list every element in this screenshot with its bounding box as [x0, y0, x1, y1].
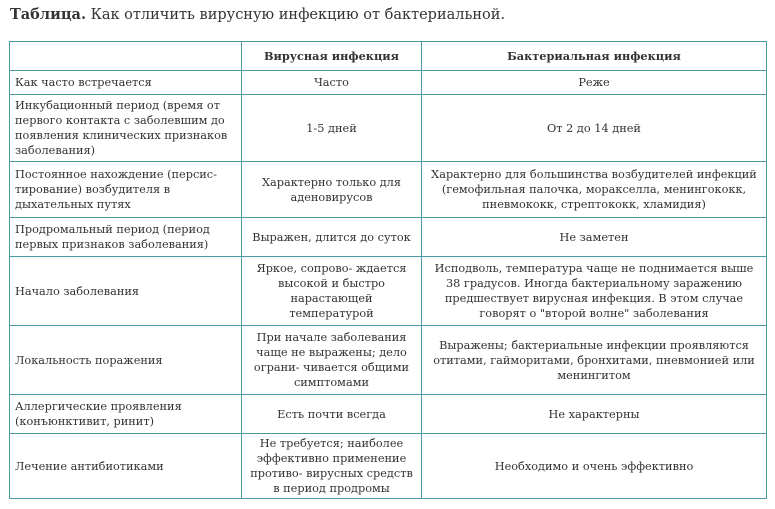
- table-row: [10, 326, 767, 395]
- bacterial-cell: От 2 до 14 дней: [422, 95, 767, 162]
- comparison-table: [9, 41, 767, 499]
- viral-cell: Характерно только для аденовирусов: [242, 162, 422, 218]
- table-row: [10, 434, 767, 499]
- bacterial-cell: Не заметен: [422, 218, 767, 257]
- viral-cell: Яркое, сопрово- ждается высокой и быстро нарастающей температурой: [242, 257, 422, 326]
- row-label: Начало заболевания: [10, 257, 242, 326]
- viral-cell: Часто: [242, 71, 422, 95]
- caption-text: Как отличить вирусную инфекцию от бактериальной.: [86, 7, 506, 23]
- bacterial-cell: Исподволь, температура чаще не поднимается выше 38 градусов. Иногда бактериальному заражению предшествует вирусная инфекция. В этом случае говорят о "второй волне" заболевания: [422, 257, 767, 326]
- header-cell-empty: [10, 42, 242, 71]
- table-row: [10, 257, 767, 326]
- header-row: [10, 42, 767, 71]
- row-label: Постоянное нахождение (персис- тирование) возбудителя в дыхательных путях: [10, 162, 242, 218]
- bacterial-cell: Реже: [422, 71, 767, 95]
- table-row: [10, 162, 767, 218]
- row-label: Лечение антибиотиками: [10, 434, 242, 499]
- viral-cell: 1-5 дней: [242, 95, 422, 162]
- table-row: [10, 218, 767, 257]
- header-cell-viral: Вирусная инфекция: [242, 42, 422, 71]
- row-label: Продромальный период (период первых признаков заболевания): [10, 218, 242, 257]
- row-label: Локальность поражения: [10, 326, 242, 395]
- viral-cell: Не требуется; наиболее эффективно применение противо- вирусных средств в период продромы: [242, 434, 422, 499]
- bacterial-cell: Необходимо и очень эффективно: [422, 434, 767, 499]
- row-label: Инкубационный период (время от первого контакта с заболевшим до появления клинических признаков заболевания): [10, 95, 242, 162]
- table-row: [10, 71, 767, 95]
- header-cell-bacterial: Бактериальная инфекция: [422, 42, 767, 71]
- table-caption: [10, 6, 505, 23]
- viral-cell: Выражен, длится до суток: [242, 218, 422, 257]
- table-row: [10, 395, 767, 434]
- viral-cell: Есть почти всегда: [242, 395, 422, 434]
- caption-label: Таблица.: [10, 6, 86, 23]
- row-label: Аллергические проявления (конъюнктивит, ринит): [10, 395, 242, 434]
- bacterial-cell: Выражены; бактериальные инфекции проявляются отитами, гайморитами, бронхитами, пневмонией или менингитом: [422, 326, 767, 395]
- row-label: Как часто встречается: [10, 71, 242, 95]
- bacterial-cell: Характерно для большинства возбудителей инфекций (гемофильная палочка, моракселла, менингококк, пневмококк, стрептококк, хламидия): [422, 162, 767, 218]
- viral-cell: При начале заболевания чаще не выражены; дело ограни- чивается общими симптомами: [242, 326, 422, 395]
- bacterial-cell: Не характерны: [422, 395, 767, 434]
- table-row: [10, 95, 767, 162]
